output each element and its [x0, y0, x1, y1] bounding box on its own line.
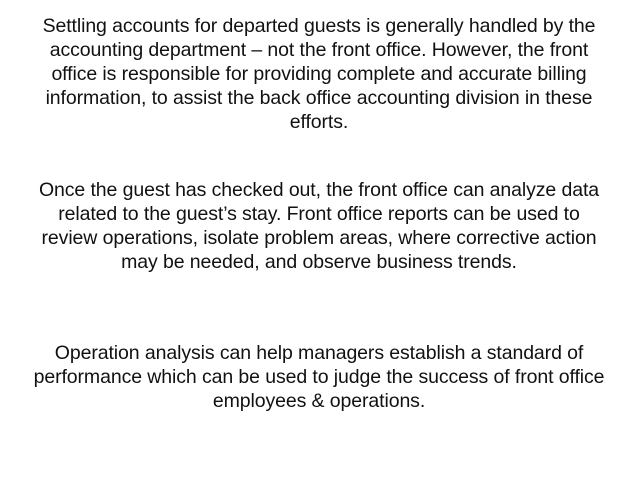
paragraph-operation-analysis: Operation analysis can help managers establish a standard of performance which can be used to judge the success of front office employees & operations. [33, 342, 605, 412]
paragraph-front-office-analysis: Once the guest has checked out, the front office can analyze data related to the guest’s stay. Front office reports can be used to review operations, isolate problem areas, where corrective action may be needed, and observe business trends. [38, 179, 600, 273]
paragraph-account-settlement: Settling accounts for departed guests is generally handled by the accounting department – not the front office. However, the front office is responsible for providing complete and accurate billing information, to assist the back office accounting division in these efforts. [42, 15, 596, 133]
